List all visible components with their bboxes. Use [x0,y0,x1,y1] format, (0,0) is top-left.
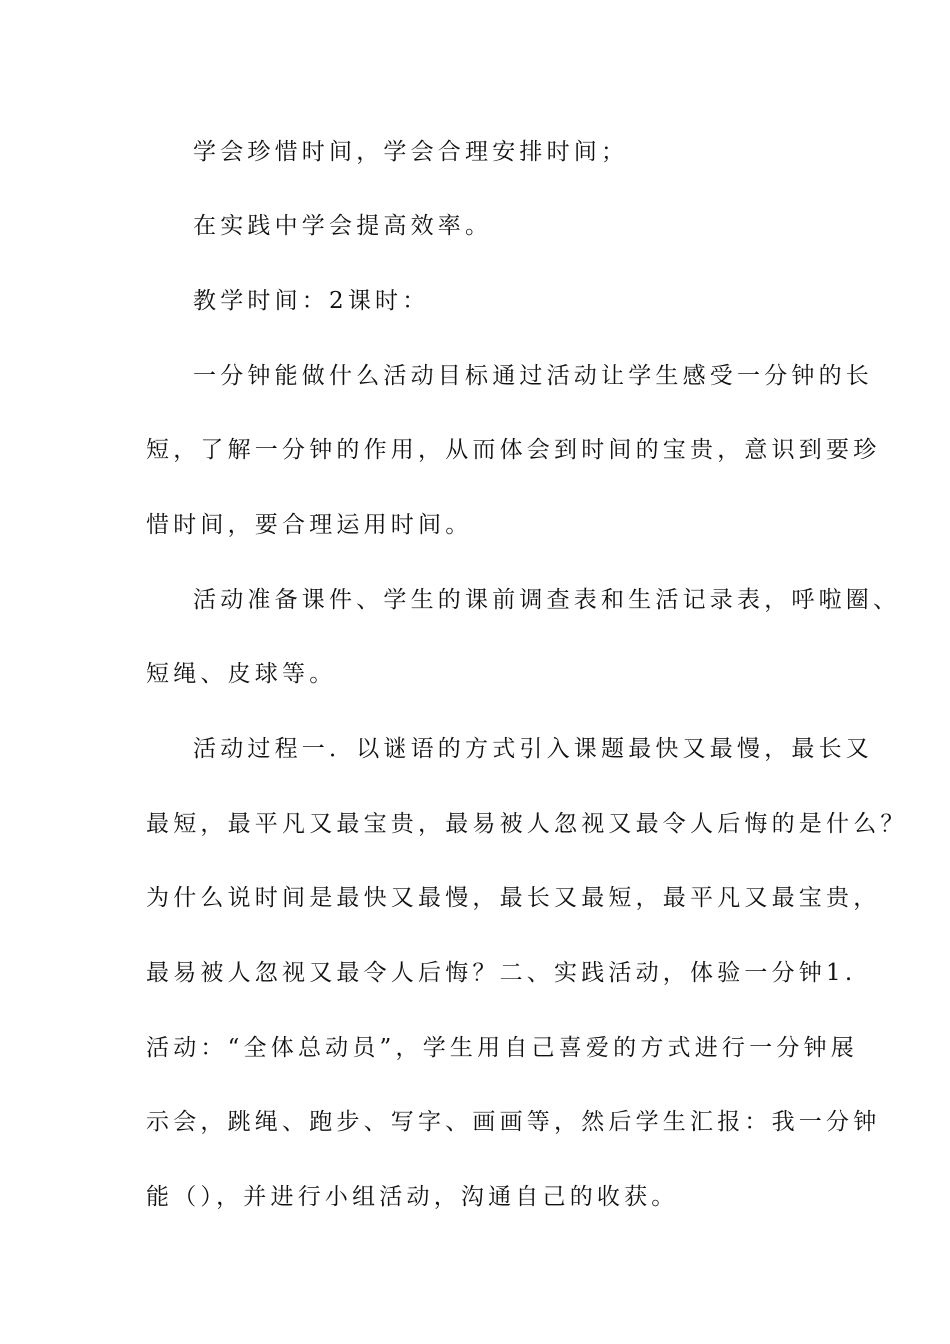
text-line [0,206,950,246]
text-line-content: 短绳、皮球等。 [146,661,337,687]
text-line [0,356,950,396]
text-line [0,430,950,470]
text-line-content: 短，了解一分钟的作用，从而体会到时间的宝贵，意识到要珍 [146,437,881,463]
text-line [0,1028,950,1068]
text-line-content: 学会珍惜时间，学会合理安排时间； [193,139,629,165]
text-line-content: 最易被人忽视又最令人后悔？二、实践活动，体验一分钟1. [146,960,857,986]
text-line-content: 活动准备课件、学生的课前调查表和生活记录表，呼啦圈、 [193,587,901,613]
text-line-content: 示会，跳绳、跑步、写字、画画等，然后学生汇报：我一分钟 [146,1109,881,1135]
text-line [0,580,950,620]
text-line [0,654,950,694]
text-line [0,132,950,172]
text-line [0,804,950,844]
text-line [0,505,950,545]
text-line-content: 最短，最平凡又最宝贵，最易被人忽视又最令人后悔的是什么？ [146,811,908,837]
text-line-content: 活动：“全体总动员”，学生用自己喜爱的方式进行一分钟展 [146,1035,858,1061]
text-line [0,729,950,769]
text-line [0,1102,950,1142]
text-line [0,281,950,321]
text-line-content: 一分钟能做什么活动目标通过活动让学生感受一分钟的长 [193,363,873,389]
text-line-content: 为什么说时间是最快又最慢，最长又最短，最平凡又最宝贵， [146,885,881,911]
text-line-content: 惜时间，要合理运用时间。 [146,512,473,538]
text-line-content: 在实践中学会提高效率。 [193,213,493,239]
text-line-content: 教学时间：2课时： [193,288,430,314]
text-line [0,878,950,918]
text-line-content: 活动过程一．以谜语的方式引入课题最快又最慢，最长又 [193,736,873,762]
text-line [0,1177,950,1217]
text-line [0,953,950,993]
text-line-content: 能（），并进行小组活动，沟通自己的收获。 [146,1184,679,1210]
